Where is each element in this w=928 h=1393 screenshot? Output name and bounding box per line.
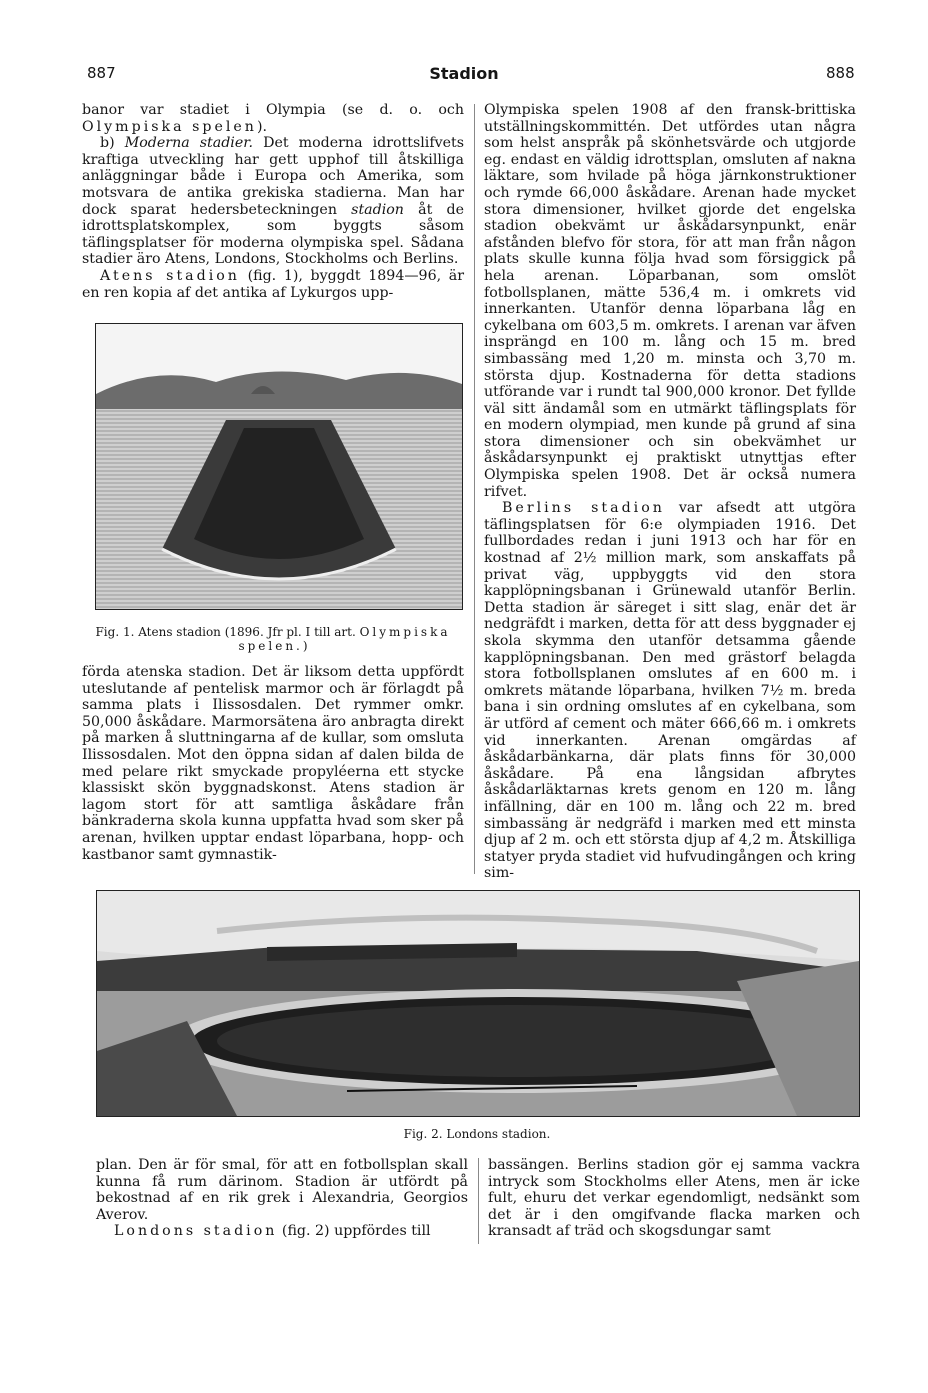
spaced-term: Olympiska spelen: [82, 118, 257, 135]
paragraph: plan. Den är för smal, för att en fotbollsplan skall kunna få rum därinom. Stadion är utfördt på bekostnad af en rik grek i Alexandria, Georgios Averov.: [96, 1157, 468, 1223]
figure-athens-stadium: [95, 323, 463, 610]
text-run: (fig. 1), byggdt 1894—96, är en ren kopia af det antika af Lykurgos upp-: [82, 267, 465, 301]
column-divider-bottom: [478, 1158, 479, 1244]
bottom-right-column: [488, 1157, 860, 1240]
paragraph: förda atenska stadion. Det är liksom detta uppfördt uteslutande af pentelisk marmor och är förlagdt på samma plats i Ilissosdalen. Det rymmer omkr. 50,000 åskådare. Marmorsätena äro anbragta direkt på marken å sluttningarna af de kullar, som omsluta Ilissosdalen. Mot den öppna sidan af dalen bilda de med pelare rikt smyckade propyléerna ett stycke klassiskt skön byggnadskonst. Atens stadion är lagom stort för att samtliga åskådare från bänkraderna skola kunna uppfatta hvad som sker på arenan, hvilken upptar endast löparbana, hopp- och kastbanor samt gymnastik-: [82, 664, 464, 863]
text-run: åt de idrottsplatskomplex, som byggts såsom täflingsplatser för moderna olympiska spel. Sådana stadier äro Atens, Londons, Stockholms och Berlins.: [82, 201, 464, 268]
text-run: var afsedt att utgöra täflingsplatsen för 6:e olympiaden 1916. Det fullbordades redan i juni 1913 och har för en kostnad af 2½ million mark, som anskaffats på privat väg, uppbyggts vid den stora kapplöpningsbanan i Grünewald utanför Berlin. Detta stadion är säreget i sitt slag, enär det är nedgräfdt i marken, detta för att dess byggnader ej skola skymma den utanför detsamma gående kapplöpningsbanan. Den med grästorf belagda stora fotbollsplanen omslutes af en 600 m. i omkrets mätande löparbana, hvilken 7½ m. breda bana i sin ordning omslutes af en cykelbana, som är utförd af cement och mäter 666,66 m. i omkrets vid innerkanten. Arenan omgärdas af åskådarbänkarna, där plats finns för 30,000 åskådare. På ena långsidan afbrytes åskådarläktarnas krets genom en 120 m. lång infällning, där en 100 m. lång och 22 m. bred simbassäng är nedgräfd i marken med ett minsta djup af 2 m. och ett största djup af 4,2 m. Åtskilliga statyer pryda stadiet vid hufvudingången och kring sim-: [484, 500, 856, 882]
london-stadium-photo: [97, 891, 859, 1116]
athens-stadium-photo: [96, 324, 462, 609]
page-number-right: 888: [826, 64, 855, 82]
figure-london-stadium: [96, 890, 860, 1117]
paragraph: bassängen. Berlins stadion gör ej samma vackra intryck som Stockholms eller Atens, men är icke fult, ehuru det verkar egendomligt, nedsänkt som det är i den omgifvande flacka marken och kransadt af träd och skogsdungar samt: [488, 1157, 860, 1240]
text-run: banor var stadiet i Olympia (se d. o. och: [82, 102, 464, 118]
page-number-left: 887: [87, 64, 116, 82]
spaced-term: Berlins stadion: [502, 500, 665, 517]
section-heading: Moderna stadier.: [124, 135, 253, 152]
text-run: ).: [256, 118, 267, 135]
text-run: Det moderna idrottslifvets kraftiga utveckling har gett upphof till åtskilliga anläggningar både i Europa och Amerika, som motsvara de antika grekiska stadierna. Man har dock sparat hedersbeteckningen: [82, 135, 464, 218]
caption-text: ): [302, 639, 308, 653]
paragraph: [82, 102, 464, 135]
spaced-term: Olympiska spelen.: [238, 625, 451, 653]
paragraph: [82, 135, 464, 268]
figure-1-caption: [82, 625, 464, 653]
column-divider: [474, 104, 475, 874]
paragraph: [484, 500, 856, 882]
figure-2-caption: Fig. 2. Londons stadion.: [403, 1127, 551, 1141]
text-run: b): [100, 135, 125, 152]
caption-text: Fig. 1. Atens stadion (1896. Jfr pl. I till art.: [95, 625, 360, 639]
paragraph: [96, 1223, 468, 1240]
text-run: (fig. 2) uppfördes till: [277, 1223, 431, 1240]
right-column: [484, 102, 856, 882]
bottom-left-column: [96, 1157, 468, 1240]
paragraph: [82, 268, 464, 301]
italic-term: stadion: [351, 201, 404, 218]
spaced-term: Atens stadion: [100, 267, 240, 284]
left-column-top: [82, 102, 464, 301]
paragraph: Olympiska spelen 1908 af den fransk-brittiska utställningskommittén. Det utfördes utan några som helst anspråk på skönhetsvärde och utgjorde eg. endast en väldig idrottsplan, omsluten af nakna läktare, som hvilade på höga järnkonstruktioner och rymde 66,000 åskådare. Arenan hade mycket stora dimensioner, hvilket gjorde det engelska stadion obekvämt ur åskådarsynpunkt, enär afstånden blefvo för stora, för att man från någon plats skulle kunna följa hvad som försiggick på hela arenan. Löparbanan, som omslöt fotbollsplanen, mätte 536,4 m. i omkrets vid innerkanten. Utanför denna löparbana låg en cykelbana om 603,5 m. omkrets. I arenan var äfven insprängd en 100 m. lång och 15 m. bred simbassäng med 1,20 m. minsta och 3,70 m. största djup. Kostnaderna för detta stadions utförande var i rundt tal 900,000 kronor. Det fyllde väl sitt ändamål som en utmärkt täflingsplats för en modern olympiad, men kunde på grund af sina stora dimensioner och sin obekvämhet ur åskådarsynpunkt ej praktiskt utnyttjas efter Olympiska spelen 1908. Det är också numera rifvet.: [484, 102, 856, 500]
left-column-lower: [82, 664, 464, 863]
spaced-term: Londons stadion: [114, 1223, 278, 1240]
running-title: Stadion: [429, 64, 499, 83]
